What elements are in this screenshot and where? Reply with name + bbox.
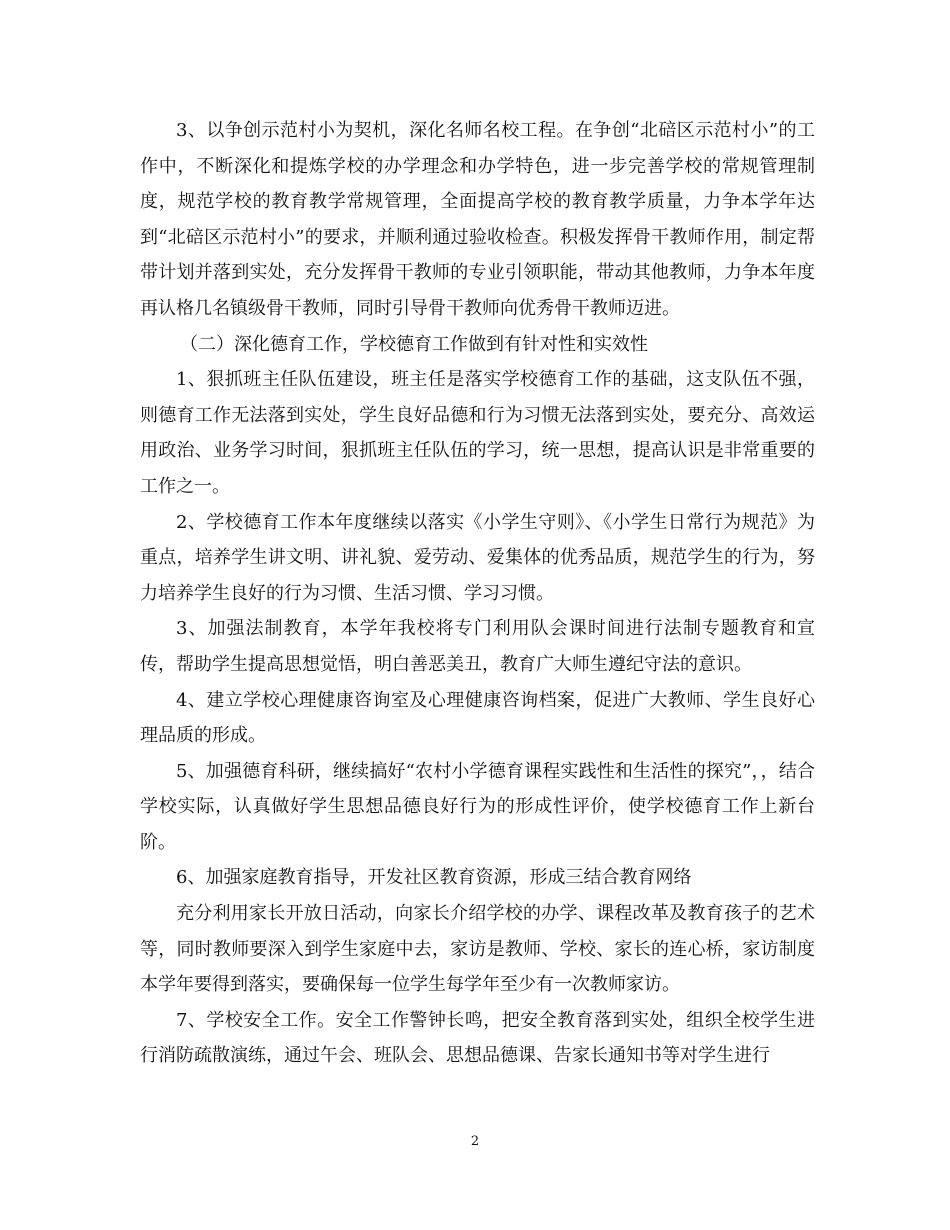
paragraph-jiazhang: 充分利用家长开放日活动，向家长介绍学校的办学、课程改革及教育孩子的艺术等，同时教师要深入到学生家庭中去，家访是教师、学校、家长的连心桥，家访制度本学年要得到落实，要确保每一位学生每学年至少有一次教师家访。 [140, 903, 815, 996]
paragraph-item-3-mingshi: 3、以争创示范村小为契机，深化名师名校工程。在争创“北碚区示范村小”的工作中，不断深化和提炼学校的办学理念和办学特色，进一步完善学校的常规管理制度，规范学校的教育教学常规管理，全面提高学校的教育教学质量，力争本学年达到“北碚区示范村小”的要求，并顺利通过验收检查。积极发挥骨干教师作用，制定帮带计划并落到实处，充分发挥骨干教师的专业引领职能，带动其他教师，力争本年度再认格几名镇级骨干教师，同时引导骨干教师向优秀骨干教师迈进。 [140, 120, 815, 319]
paragraph-item-1-banzhuren: 1、狠抓班主任队伍建设，班主任是落实学校德育工作的基础，这支队伍不强，则德育工作无法落到实处，学生良好品德和行为习惯无法落到实处，要充分、高效运用政治、业务学习时间，狠抓班主任队伍的学习，统一思想，提高认识是非常重要的工作之一。 [140, 369, 815, 497]
section-heading-deyu: （二）深化德育工作，学校德育工作做到有针对性和实效性 [180, 333, 648, 355]
paragraph-item-4-xinli: 4、建立学校心理健康咨询室及心理健康咨询档案，促进广大教师、学生良好心理品质的形成。 [140, 689, 815, 747]
paragraph-item-5-keyan: 5、加强德育科研，继续搞好“农村小学德育课程实践性和生活性的探究”，，结合学校实际，认真做好学生思想品德良好行为的形成性评价，使学校德育工作上新台阶。 [140, 760, 815, 853]
paragraph-item-2-guifan: 2、学校德育工作本年度继续以落实《小学生守则》、《小学生日常行为规范》为重点，培养学生讲文明、讲礼貌、爱劳动、爱集体的优秀品质，规范学生的行为，努力培养学生良好的行为习惯、生活习惯、学习习惯。 [140, 511, 815, 604]
paragraph-item-3-fazhi: 3、加强法制教育，本学年我校将专门利用队会课时间进行法制专题教育和宣传，帮助学生提高思想觉悟，明白善恶美丑，教育广大师生遵纪守法的意识。 [140, 618, 815, 675]
page-number: 2 [470, 1134, 480, 1149]
paragraph-item-6-jiating: 6、加强家庭教育指导，开发社区教育资源，形成三结合教育网络 [176, 867, 692, 889]
paragraph-item-7-anquan: 7、学校安全工作。安全工作警钟长鸣，把安全教育落到实处，组织全校学生进行消防疏散演练，通过午会、班队会、思想品德课、告家长通知书等对学生进行 [140, 1009, 815, 1067]
document-body [140, 113, 815, 1074]
